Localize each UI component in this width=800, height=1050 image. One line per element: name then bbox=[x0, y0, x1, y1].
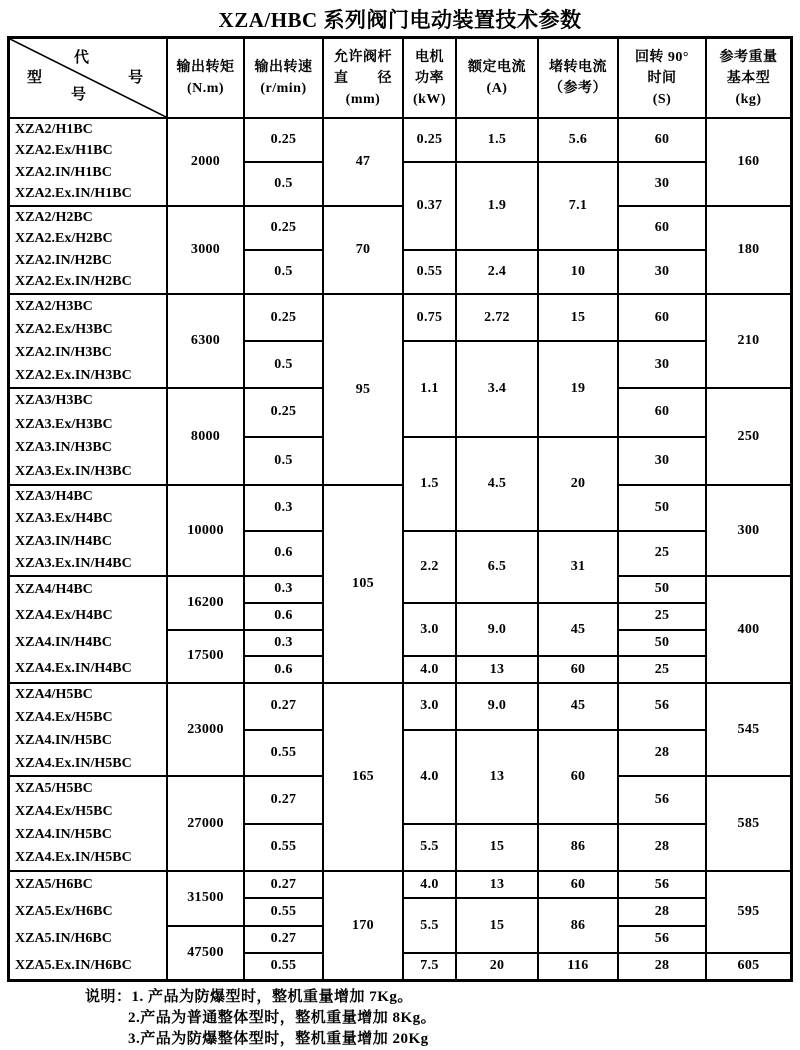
header-line: 时间 bbox=[647, 70, 677, 86]
cell-torque: 31500 bbox=[166, 870, 243, 925]
cell-weight: 300 bbox=[705, 484, 790, 575]
cell-current: 9.0 bbox=[455, 602, 537, 656]
cell-stem: 70 bbox=[322, 205, 402, 293]
cell-speed: 0.3 bbox=[243, 484, 322, 530]
model-group-cell bbox=[10, 293, 166, 387]
model-name: XZA5.Ex.IN/H6BC bbox=[15, 957, 132, 973]
cell-time: 60 bbox=[617, 117, 705, 161]
model-name: XZA4.IN/H5BC bbox=[15, 827, 112, 843]
cell-time: 30 bbox=[617, 161, 705, 205]
cell-stem: 105 bbox=[322, 484, 402, 682]
cell-stall: 45 bbox=[537, 682, 617, 729]
header-line: 回转 90° bbox=[634, 49, 690, 65]
cell-time: 50 bbox=[617, 575, 705, 602]
cell-time: 50 bbox=[617, 629, 705, 656]
cell-stall: 5.6 bbox=[537, 117, 617, 161]
cell-torque: 3000 bbox=[166, 205, 243, 293]
cell-current: 13 bbox=[455, 729, 537, 823]
header-line: (mm) bbox=[345, 91, 381, 107]
model-name: XZA3/H3BC bbox=[15, 392, 93, 408]
model-name: XZA4.Ex.IN/H4BC bbox=[15, 660, 132, 676]
cell-time: 28 bbox=[617, 823, 705, 871]
cell-speed: 0.5 bbox=[243, 249, 322, 293]
cell-time: 28 bbox=[617, 897, 705, 924]
cell-stall: 20 bbox=[537, 436, 617, 530]
model-group-cell bbox=[10, 870, 166, 979]
cell-stall: 60 bbox=[537, 655, 617, 682]
cell-time: 56 bbox=[617, 870, 705, 897]
cell-current: 3.4 bbox=[455, 340, 537, 436]
cell-speed: 0.27 bbox=[243, 925, 322, 952]
cell-power: 4.0 bbox=[402, 870, 455, 897]
cell-time: 60 bbox=[617, 387, 705, 436]
cell-time: 50 bbox=[617, 484, 705, 530]
cell-stall: 116 bbox=[537, 952, 617, 979]
model-group-cell bbox=[10, 484, 166, 575]
cell-speed: 0.55 bbox=[243, 897, 322, 924]
cell-speed: 0.27 bbox=[243, 870, 322, 897]
header-line: (r/min) bbox=[260, 81, 307, 96]
cell-weight: 160 bbox=[705, 117, 790, 205]
header-line: 允许阀杆 bbox=[334, 49, 392, 65]
cell-torque: 23000 bbox=[166, 682, 243, 775]
model-name: XZA4.Ex.IN/H5BC bbox=[15, 850, 132, 866]
model-name: XZA5/H5BC bbox=[15, 780, 93, 796]
header-line: (kg) bbox=[735, 91, 762, 107]
header-line: (kW) bbox=[412, 91, 447, 107]
cell-stem: 170 bbox=[322, 870, 402, 979]
cell-stem: 165 bbox=[322, 682, 402, 870]
cell-speed: 0.5 bbox=[243, 161, 322, 205]
cell-power: 1.1 bbox=[402, 340, 455, 436]
model-name: XZA2.IN/H3BC bbox=[15, 344, 112, 360]
cell-power: 4.0 bbox=[402, 655, 455, 682]
cell-current: 13 bbox=[455, 870, 537, 897]
cell-power: 3.0 bbox=[402, 602, 455, 656]
note-line-2: 2.产品为普通整体型时，整机重量增加 8Kg。 bbox=[128, 1010, 437, 1026]
cell-speed: 0.25 bbox=[243, 117, 322, 161]
header-current bbox=[455, 39, 537, 117]
header-model-code bbox=[10, 39, 166, 117]
cell-weight: 210 bbox=[705, 293, 790, 387]
cell-power: 1.5 bbox=[402, 436, 455, 530]
model-name: XZA4/H5BC bbox=[15, 687, 93, 703]
cell-weight: 250 bbox=[705, 387, 790, 484]
model-name: XZA2/H1BC bbox=[15, 121, 93, 137]
cell-time: 30 bbox=[617, 436, 705, 485]
page-title: XZA/HBC 系列阀门电动装置技术参数 bbox=[218, 8, 582, 32]
header-torque bbox=[166, 39, 243, 117]
cell-time: 56 bbox=[617, 925, 705, 952]
header-line: 基本型 bbox=[726, 70, 771, 86]
model-group-cell bbox=[10, 775, 166, 870]
model-name: XZA4.Ex.IN/H5BC bbox=[15, 755, 132, 771]
model-name: XZA3.Ex/H4BC bbox=[15, 511, 113, 527]
cell-speed: 0.25 bbox=[243, 293, 322, 340]
model-name: XZA5/H6BC bbox=[15, 877, 93, 893]
cell-time: 56 bbox=[617, 682, 705, 729]
model-name: XZA3.Ex.IN/H3BC bbox=[15, 464, 132, 480]
cell-stall: 7.1 bbox=[537, 161, 617, 249]
cell-speed: 0.6 bbox=[243, 530, 322, 576]
cell-weight: 595 bbox=[705, 870, 790, 952]
cell-stall: 60 bbox=[537, 870, 617, 897]
model-name: XZA2.Ex/H1BC bbox=[15, 143, 113, 159]
cell-weight: 545 bbox=[705, 682, 790, 775]
model-name: XZA2/H3BC bbox=[15, 298, 93, 314]
header-line: 功率 bbox=[415, 70, 444, 86]
cell-time: 30 bbox=[617, 249, 705, 293]
model-name: XZA4.IN/H5BC bbox=[15, 732, 112, 748]
cell-time: 25 bbox=[617, 530, 705, 576]
header-weight bbox=[705, 39, 790, 117]
cell-speed: 0.3 bbox=[243, 575, 322, 602]
header-line: （参考） bbox=[549, 81, 607, 96]
cell-time: 30 bbox=[617, 340, 705, 387]
cell-power: 4.0 bbox=[402, 729, 455, 823]
model-name: XZA2.Ex.IN/H1BC bbox=[15, 186, 132, 202]
header-stall bbox=[537, 39, 617, 117]
model-name: XZA5.IN/H6BC bbox=[15, 930, 112, 946]
cell-torque: 2000 bbox=[166, 117, 243, 205]
cell-power: 5.5 bbox=[402, 897, 455, 952]
cell-current: 2.72 bbox=[455, 293, 537, 340]
cell-power: 7.5 bbox=[402, 952, 455, 979]
cell-speed: 0.55 bbox=[243, 823, 322, 871]
header-line: (A) bbox=[486, 81, 508, 96]
header-line: (S) bbox=[652, 91, 672, 107]
cell-power: 3.0 bbox=[402, 682, 455, 729]
cell-speed: 0.5 bbox=[243, 436, 322, 485]
cell-speed: 0.3 bbox=[243, 629, 322, 656]
header-line: 直 径 bbox=[334, 70, 392, 86]
cell-weight: 400 bbox=[705, 575, 790, 682]
model-group-cell bbox=[10, 682, 166, 775]
model-group-cell bbox=[10, 575, 166, 682]
model-name: XZA4.Ex/H4BC bbox=[15, 608, 113, 624]
cell-current: 20 bbox=[455, 952, 537, 979]
cell-weight: 585 bbox=[705, 775, 790, 870]
cell-stem: 47 bbox=[322, 117, 402, 205]
cell-current: 2.4 bbox=[455, 249, 537, 293]
cell-speed: 0.55 bbox=[243, 952, 322, 979]
cell-stall: 31 bbox=[537, 530, 617, 602]
cell-time: 60 bbox=[617, 205, 705, 249]
cell-current: 15 bbox=[455, 823, 537, 871]
cell-speed: 0.5 bbox=[243, 340, 322, 387]
cell-speed: 0.6 bbox=[243, 602, 322, 629]
cell-time: 56 bbox=[617, 775, 705, 823]
cell-speed: 0.25 bbox=[243, 205, 322, 249]
cell-stall: 86 bbox=[537, 897, 617, 952]
cell-speed: 0.27 bbox=[243, 682, 322, 729]
cell-time: 28 bbox=[617, 952, 705, 979]
model-name: XZA2.Ex/H3BC bbox=[15, 321, 113, 337]
model-name: XZA2.IN/H1BC bbox=[15, 164, 112, 180]
cell-torque: 27000 bbox=[166, 775, 243, 870]
cell-power: 5.5 bbox=[402, 823, 455, 871]
header-stem bbox=[322, 39, 402, 117]
model-name: XZA2/H2BC bbox=[15, 209, 93, 225]
header-line: 输出转矩 bbox=[176, 60, 235, 75]
model-group-cell bbox=[10, 387, 166, 484]
cell-time: 25 bbox=[617, 655, 705, 682]
cell-weight: 180 bbox=[705, 205, 790, 293]
cell-power: 0.25 bbox=[402, 117, 455, 161]
cell-power: 0.55 bbox=[402, 249, 455, 293]
header-line: 堵转电流 bbox=[549, 60, 607, 75]
cell-torque: 10000 bbox=[166, 484, 243, 575]
cell-time: 25 bbox=[617, 602, 705, 629]
header-line: 额定电流 bbox=[468, 60, 526, 75]
cell-stall: 10 bbox=[537, 249, 617, 293]
cell-weight: 605 bbox=[705, 952, 790, 979]
header-line: 电机 bbox=[415, 49, 444, 65]
header-line: (N.m) bbox=[186, 81, 225, 96]
cell-current: 1.9 bbox=[455, 161, 537, 249]
header-code-char-1: 代 bbox=[74, 50, 90, 66]
cell-power: 0.37 bbox=[402, 161, 455, 249]
model-name: XZA2.Ex/H2BC bbox=[15, 231, 113, 247]
header-model-char-1: 型 bbox=[27, 70, 43, 86]
cell-current: 15 bbox=[455, 897, 537, 952]
cell-stall: 19 bbox=[537, 340, 617, 436]
model-name: XZA3.Ex.IN/H4BC bbox=[15, 555, 132, 571]
note-line-3: 3.产品为防爆整体型时，整机重量增加 20Kg bbox=[128, 1031, 429, 1047]
header-line: 输出转速 bbox=[254, 60, 313, 75]
cell-stall: 86 bbox=[537, 823, 617, 871]
cell-time: 28 bbox=[617, 729, 705, 776]
cell-stall: 15 bbox=[537, 293, 617, 340]
cell-torque: 6300 bbox=[166, 293, 243, 387]
cell-torque: 8000 bbox=[166, 387, 243, 484]
model-name: XZA4.IN/H4BC bbox=[15, 634, 112, 650]
header-model-char-2: 号 bbox=[71, 87, 87, 103]
header-code-char-2: 号 bbox=[128, 70, 144, 86]
model-name: XZA2.IN/H2BC bbox=[15, 252, 112, 268]
header-speed bbox=[243, 39, 322, 117]
model-name: XZA4.Ex/H5BC bbox=[15, 803, 113, 819]
cell-current: 6.5 bbox=[455, 530, 537, 602]
note-line-1: 说明：1. 产品为防爆型时，整机重量增加 7Kg。 bbox=[85, 989, 413, 1005]
header-power bbox=[402, 39, 455, 117]
model-name: XZA4.Ex/H5BC bbox=[15, 710, 113, 726]
header-line: 参考重量 bbox=[719, 49, 778, 65]
cell-speed: 0.6 bbox=[243, 655, 322, 682]
cell-current: 9.0 bbox=[455, 682, 537, 729]
cell-torque: 47500 bbox=[166, 925, 243, 980]
model-name: XZA3.Ex/H3BC bbox=[15, 416, 113, 432]
model-group-cell bbox=[10, 117, 166, 205]
cell-stem: 95 bbox=[322, 293, 402, 484]
spec-table bbox=[7, 36, 793, 982]
cell-speed: 0.55 bbox=[243, 729, 322, 776]
cell-current: 1.5 bbox=[455, 117, 537, 161]
cell-stall: 60 bbox=[537, 729, 617, 823]
model-name: XZA4/H4BC bbox=[15, 582, 93, 598]
cell-time: 60 bbox=[617, 293, 705, 340]
cell-power: 2.2 bbox=[402, 530, 455, 602]
cell-current: 13 bbox=[455, 655, 537, 682]
cell-current: 4.5 bbox=[455, 436, 537, 530]
cell-speed: 0.25 bbox=[243, 387, 322, 436]
model-group-cell bbox=[10, 205, 166, 293]
model-name: XZA3/H4BC bbox=[15, 489, 93, 505]
model-name: XZA5.Ex/H6BC bbox=[15, 904, 113, 920]
model-name: XZA2.Ex.IN/H2BC bbox=[15, 274, 132, 290]
model-name: XZA3.IN/H3BC bbox=[15, 440, 112, 456]
cell-stall: 45 bbox=[537, 602, 617, 656]
cell-speed: 0.27 bbox=[243, 775, 322, 823]
model-name: XZA2.Ex.IN/H3BC bbox=[15, 367, 132, 383]
model-name: XZA3.IN/H4BC bbox=[15, 533, 112, 549]
cell-torque: 16200 bbox=[166, 575, 243, 629]
cell-power: 0.75 bbox=[402, 293, 455, 340]
header-time bbox=[617, 39, 705, 117]
cell-torque: 17500 bbox=[166, 629, 243, 683]
